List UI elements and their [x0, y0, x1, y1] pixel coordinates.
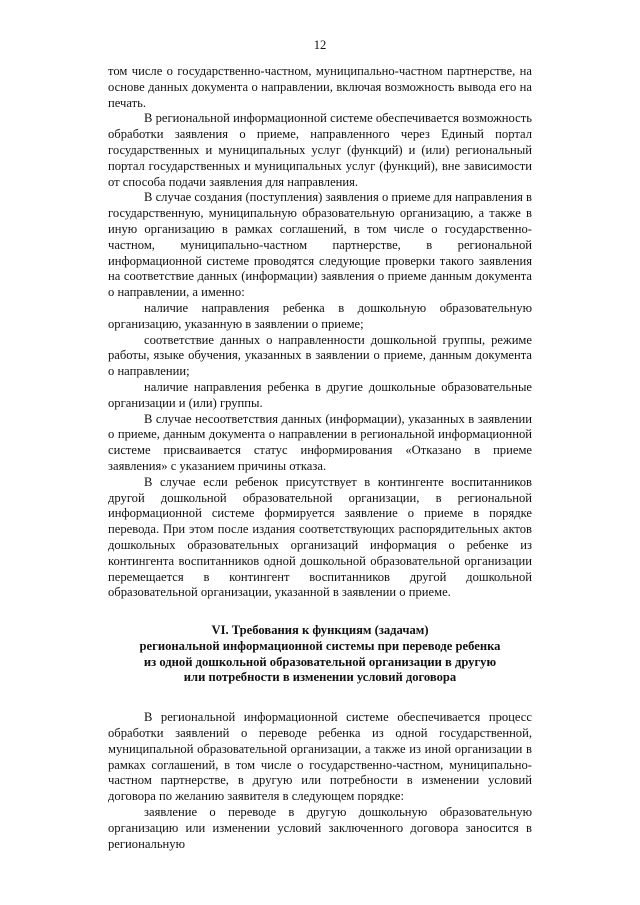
section-heading	[108, 623, 532, 686]
section-heading-line: или потребности в изменении условий договора	[183, 670, 457, 685]
paragraph: В случае создания (поступления) заявления о приеме для направления в государственную, муниципальную образовательную организацию, а также в иную организацию в рамках соглашений, в том числе о государственно-частном, муниципально-частном партнерстве, в региональной информационной системе проводятся следующие проверки такого заявления на соответствие данных (информации) заявления о приеме данным документа о направлении, а именно:	[108, 190, 532, 300]
paragraph: том числе о государственно-частном, муниципально-частном партнерстве, на основе данных документа о направлении, включая возможность вывода его на печать.	[108, 64, 532, 110]
section-heading-line: региональной информационной системы при переводе ребенка	[139, 638, 501, 653]
paragraph: В региональной информационной системе обеспечивается процесс обработки заявлений о переводе ребенка из одной государственной, муниципальной образовательной организации, а также из иной организации в рамках соглашений, в том числе о государственно-частном, муниципально-частном партнерстве, в другую или потребности в изменении условий договора по желанию заявителя в следующем порядке:	[108, 710, 532, 804]
section-heading-line: VI. Требования к функциям (задачам)	[211, 623, 429, 638]
paragraph: В случае если ребенок присутствует в контингенте воспитанников другой дошкольной образовательной организации, в региональной информационной системе формируется заявление о приеме в порядке перевода. При этом после издания соответствующих распорядительных актов дошкольных образовательных организаций информация о ребенке из контингента воспитанников одной дошкольной образовательной организации перемещается в контингент воспитанников другой дошкольной образовательной организации, указанной в заявлении о приеме.	[108, 474, 532, 600]
paragraph: наличие направления ребенка в другие дошкольные образовательные организации и (или) группы.	[108, 379, 532, 410]
section-heading-line: из одной дошкольной образовательной организации в другую	[143, 654, 497, 669]
paragraph: наличие направления ребенка в дошкольную образовательную организацию, указанную в заявлении о приеме;	[108, 300, 532, 331]
paragraph: В случае несоответствия данных (информации), указанных в заявлении о приеме, данным документа о направлении в региональной информационной системе присваивается статус информирования «Отказано в приеме заявления» с указанием причины отказа.	[108, 411, 532, 473]
paragraph: В региональной информационной системе обеспечивается возможность обработки заявления о приеме, направленного через Единый портал государственных и муниципальных услуг (функций) и (или) региональный портал государственных и муниципальных услуг (функций), вне зависимости от способа подачи заявления для направления.	[108, 111, 532, 189]
page-number: 12	[313, 38, 327, 52]
paragraph: заявление о переводе в другую дошкольную образовательную организацию или изменении условий заключенного договора заносится в региональную	[108, 805, 532, 851]
paragraph: соответствие данных о направленности дошкольной группы, режиме работы, языке обучения, указанных в заявлении о приеме, данным документа о направлении;	[108, 332, 532, 379]
document-body	[108, 64, 532, 852]
